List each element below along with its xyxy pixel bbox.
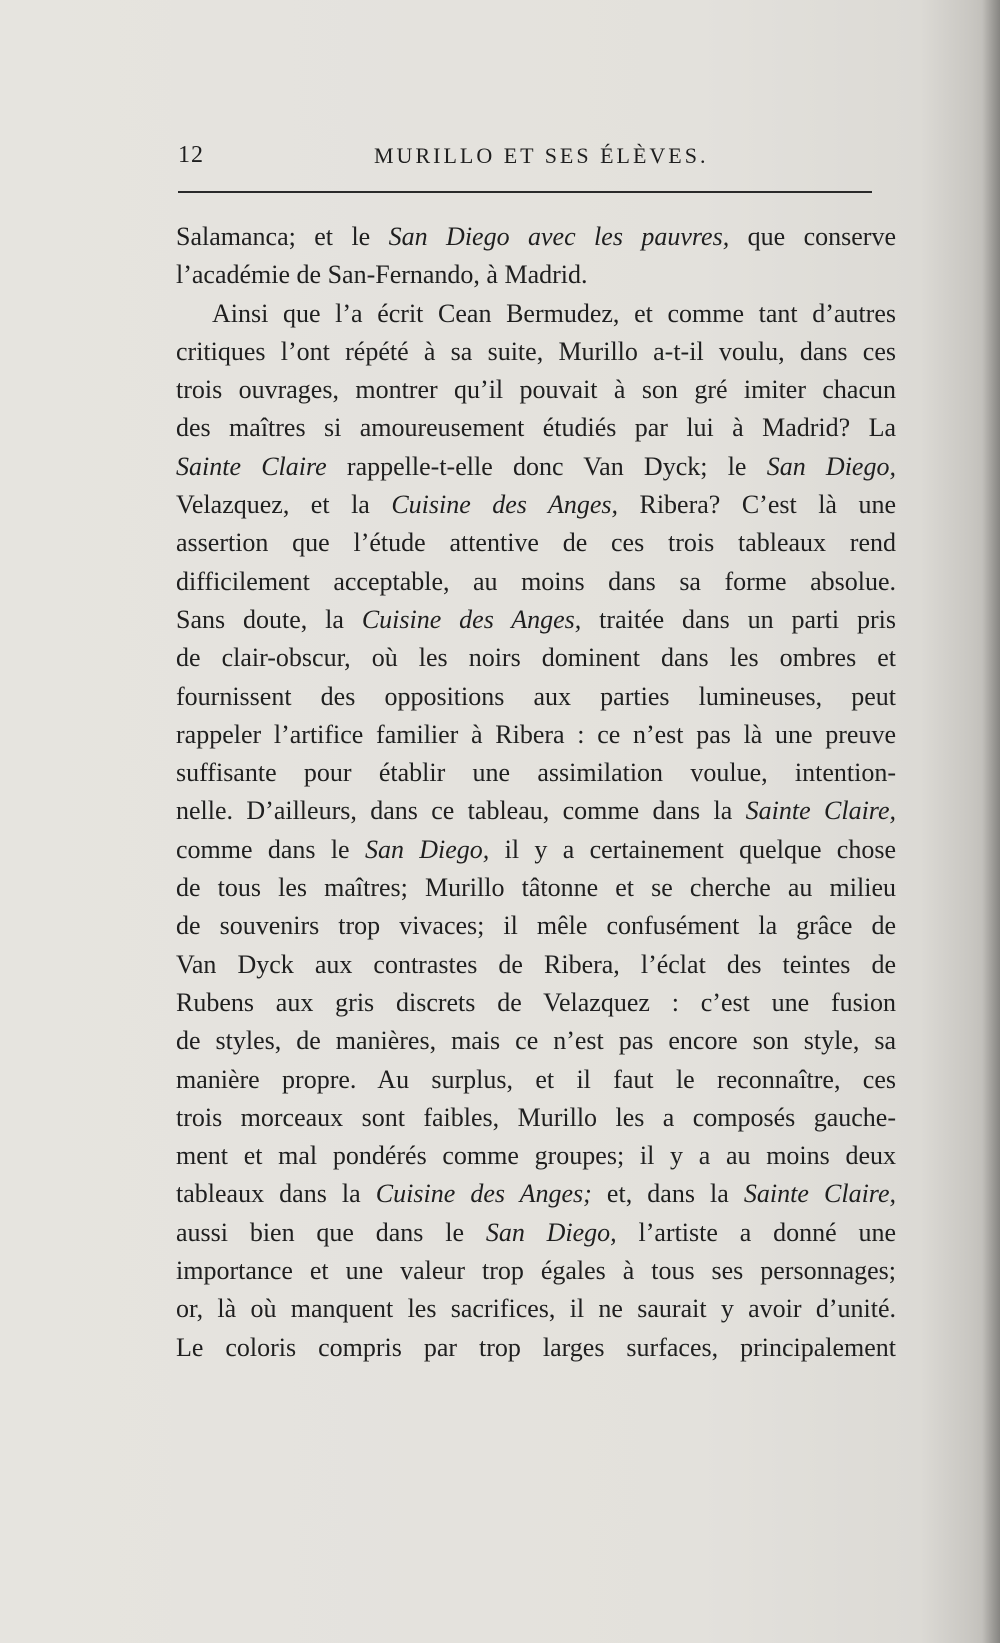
text-line <box>176 295 896 333</box>
text-line <box>176 409 896 447</box>
text-segment: de souvenirs trop vivaces; il mêle confusément la grâce de <box>176 911 896 941</box>
text-line <box>176 984 896 1022</box>
text-segment: trois morceaux sont faibles, Murillo les a composés gauche- <box>176 1102 896 1132</box>
text-line <box>176 1175 896 1213</box>
text-segment: de styles, de manières, mais ce n’est pas encore son style, sa <box>176 1026 896 1056</box>
text-segment: critiques l’ont répété à sa suite, Murillo a-t-il voulu, dans ces <box>176 336 896 366</box>
text-line <box>176 1137 896 1175</box>
text-segment: des maîtres si amoureusement étudiés par lui à Madrid? La <box>176 413 896 443</box>
text-segment: l’artiste a donné une <box>616 1217 896 1247</box>
text-line <box>176 448 896 486</box>
text-segment: or, là où manquent les sacrifices, il ne saurait y avoir d’unité. <box>176 1294 896 1324</box>
text-line <box>176 524 896 562</box>
text-segment: Le coloris compris par trop larges surfaces, principalement <box>176 1332 896 1362</box>
text-segment: Ribera? C’est là une <box>618 490 896 520</box>
text-line <box>176 256 896 294</box>
text-segment: ment et mal pondérés comme groupes; il y a au moins deux <box>176 1141 896 1171</box>
text-segment: comme dans le <box>176 834 365 864</box>
text-line <box>176 218 896 256</box>
body-text <box>176 218 896 1367</box>
running-head <box>178 142 900 176</box>
text-line <box>176 754 896 792</box>
text-segment: nelle. D’ailleurs, dans ce tableau, comme dans la <box>176 796 746 826</box>
text-line <box>176 946 896 984</box>
text-segment: Ainsi que l’a écrit Cean Bermudez, et comme tant d’autres <box>212 298 896 328</box>
text-line <box>176 563 896 601</box>
text-segment: manière propre. Au surplus, et il faut le reconnaître, ces <box>176 1064 896 1094</box>
text-segment: que conserve <box>729 222 896 251</box>
text-segment: de tous les maîtres; Murillo tâtonne et se cherche au milieu <box>176 873 896 903</box>
text-line <box>176 1061 896 1099</box>
text-segment: Velazquez, et la <box>176 490 392 520</box>
text-segment: il y a certainement quelque chose <box>489 834 897 864</box>
header-rule <box>178 191 872 193</box>
text-segment: et, dans la <box>591 1179 744 1209</box>
italic-title-text: San Diego, <box>485 1217 617 1247</box>
text-segment: aussi bien que dans le <box>176 1217 486 1247</box>
text-segment: suffisante pour établir une assimilation voulue, intention- <box>176 758 896 788</box>
text-line <box>176 869 896 907</box>
text-line <box>176 716 896 754</box>
italic-title-text: Cuisine des Anges; <box>375 1179 592 1209</box>
text-line <box>176 486 896 524</box>
text-line <box>176 831 896 869</box>
italic-title-text: Sainte Claire, <box>745 796 896 826</box>
text-segment: de clair-obscur, où les noirs dominent dans les ombres et <box>176 643 896 673</box>
text-segment: Sans doute, la <box>176 604 362 634</box>
text-segment: trois ouvrages, montrer qu’il pouvait à son gré imiter chacun <box>176 375 896 405</box>
text-segment: assertion que l’étude attentive de ces trois tableaux rend <box>176 528 896 558</box>
text-line <box>176 678 896 716</box>
text-segment: difficilement acceptable, au moins dans sa forme absolue. <box>176 566 896 596</box>
text-line <box>176 601 896 639</box>
text-segment: rappelle-t-elle donc Van Dyck; le <box>326 451 767 481</box>
text-segment: Salamanca; et le <box>176 222 389 251</box>
text-segment: traitée dans un parti pris <box>581 604 896 634</box>
text-segment: tableaux dans la <box>176 1179 376 1209</box>
text-segment: fournissent des oppositions aux parties lumineuses, peut <box>176 681 896 711</box>
italic-title-text: Sainte Claire, <box>743 1179 896 1209</box>
text-line <box>176 639 896 677</box>
text-segment: rappeler l’artifice familier à Ribera : ce n’est pas là une preuve <box>176 719 896 749</box>
text-line <box>176 907 896 945</box>
text-segment: Rubens aux gris discrets de Velazquez : c’est une fusion <box>176 987 896 1017</box>
italic-title-text: San Diego, <box>766 451 896 481</box>
italic-title-text: San Diego, <box>364 834 490 864</box>
italic-title-text: San Diego avec les pauvres, <box>388 222 730 251</box>
italic-title-text: Sainte Claire <box>176 451 327 481</box>
running-title: MURILLO ET SES ÉLÈVES. <box>374 143 709 168</box>
text-line <box>176 1099 896 1137</box>
text-line <box>176 371 896 409</box>
italic-title-text: Cuisine des Anges, <box>361 604 582 634</box>
page-edge-shadow <box>982 0 1000 1643</box>
text-line <box>176 333 896 371</box>
text-line <box>176 1022 896 1060</box>
text-line <box>176 1290 896 1328</box>
text-segment: importance et une valeur trop égales à tous ses personnages; <box>176 1256 896 1286</box>
text-line <box>176 1214 896 1252</box>
text-line <box>176 1329 896 1367</box>
text-line <box>176 1252 896 1290</box>
italic-title-text: Cuisine des Anges, <box>391 490 618 520</box>
text-segment: Van Dyck aux contrastes de Ribera, l’éclat des teintes de <box>176 949 896 979</box>
text-segment: l’académie de San-Fernando, à Madrid. <box>176 260 588 290</box>
text-line <box>176 792 896 830</box>
page-number: 12 <box>178 142 204 168</box>
